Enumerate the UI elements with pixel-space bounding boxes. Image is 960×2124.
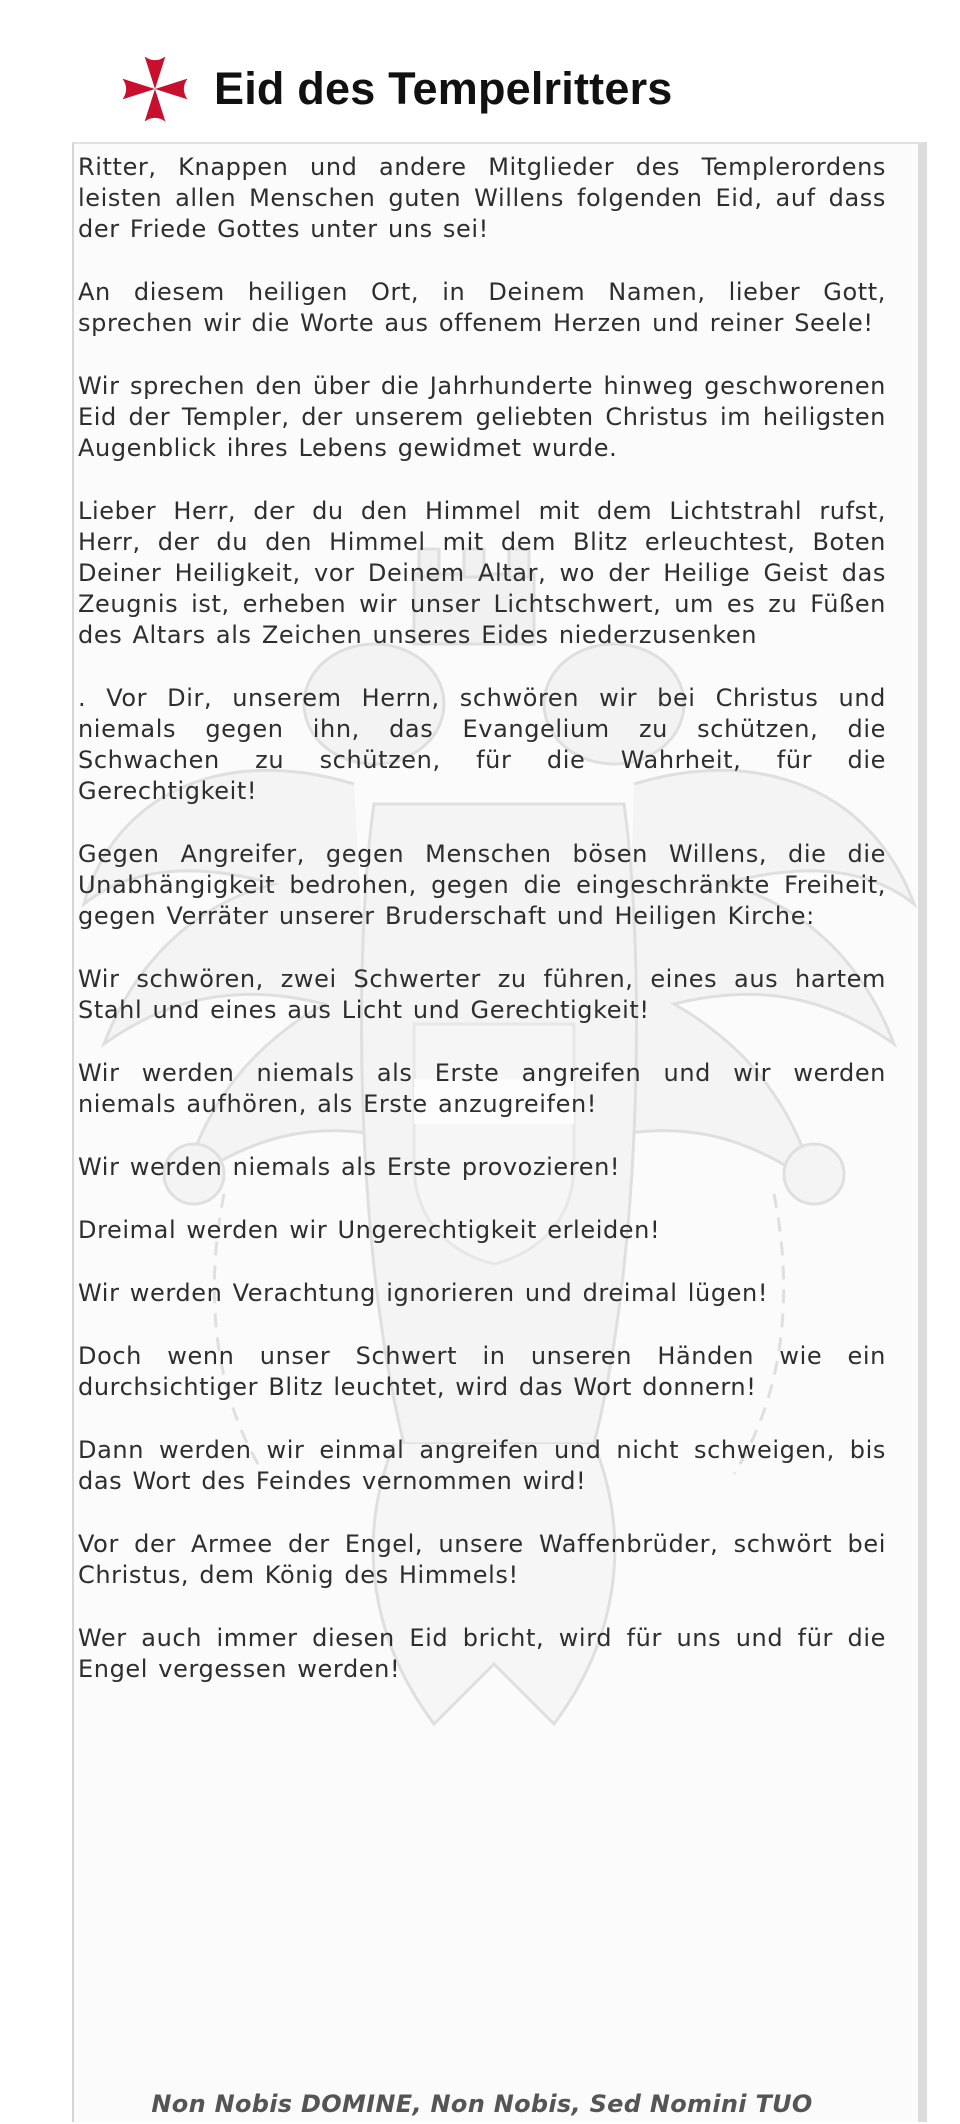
oath-paragraph: Dreimal werden wir Ungerechtigkeit erleiden! xyxy=(78,1216,661,1244)
oath-paragraph: Lieber Herr, der du den Himmel mit dem Lichtstrahl rufst, Herr, der du den Himmel mit dem Blitz erleuchtest, Boten Deiner Heiligkeit, vor Deinem Altar, wo der Heilige Geist das Zeugnis ist, erheben wir unser Lichtschwert, um es zu Füßen des Altars als Zeichen unseres Eides niederzusenken xyxy=(78,497,886,649)
motto: Non Nobis DOMINE, Non Nobis, Sed Nomini TUO xyxy=(151,2090,813,2118)
oath-text xyxy=(78,152,886,1717)
templar-cross-icon xyxy=(118,52,192,126)
oath-paragraph: An diesem heiligen Ort, in Deinem Namen, lieber Gott, sprechen wir die Worte aus offenem Herzen und reiner Seele! xyxy=(78,278,886,337)
oath-paragraph: Wir sprechen den über die Jahrhunderte hinweg geschworenen Eid der Templer, der unserem geliebten Christus im heiligsten Augenblick ihres Lebens gewidmet wurde. xyxy=(78,372,886,462)
oath-paragraph: Gegen Angreifer, gegen Menschen bösen Willens, die die Unabhängigkeit bedrohen, gegen die eingeschränkte Freiheit, gegen Verräter unserer Bruderschaft und Heiligen Kirche: xyxy=(78,840,886,930)
oath-paragraph: Ritter, Knappen und andere Mitglieder des Templerordens leisten allen Menschen guten Willens folgenden Eid, auf dass der Friede Gottes unter uns sei! xyxy=(78,153,886,243)
oath-paragraph: Wer auch immer diesen Eid bricht, wird für uns und für die Engel vergessen werden! xyxy=(78,1624,886,1683)
oath-paragraph: Dann werden wir einmal angreifen und nicht schweigen, bis das Wort des Feindes vernommen wird! xyxy=(78,1436,886,1495)
oath-paragraph: Wir schwören, zwei Schwerter zu führen, eines aus hartem Stahl und eines aus Licht und Gerechtigkeit! xyxy=(78,965,886,1024)
oath-paragraph: Wir werden niemals als Erste angreifen und wir werden niemals aufhören, als Erste anzugreifen! xyxy=(78,1059,886,1118)
oath-paragraph: Vor der Armee der Engel, unsere Waffenbrüder, schwört bei Christus, dem König des Himmels! xyxy=(78,1530,886,1589)
oath-paragraph: . Vor Dir, unserem Herrn, schwören wir bei Christus und niemals gegen ihn, das Evangelium zu schützen, die Schwachen zu schützen, für die Wahrheit, für die Gerechtigkeit! xyxy=(78,684,886,805)
oath-paragraph: Doch wenn unser Schwert in unseren Händen wie ein durchsichtiger Blitz leuchtet, wird das Wort donnern! xyxy=(78,1342,886,1401)
page-title: Eid des Tempelritters xyxy=(214,63,673,114)
oath-paragraph: Wir werden Verachtung ignorieren und dreimal lügen! xyxy=(78,1279,769,1307)
oath-paragraph: Wir werden niemals als Erste provozieren! xyxy=(78,1153,621,1181)
header xyxy=(118,52,673,126)
